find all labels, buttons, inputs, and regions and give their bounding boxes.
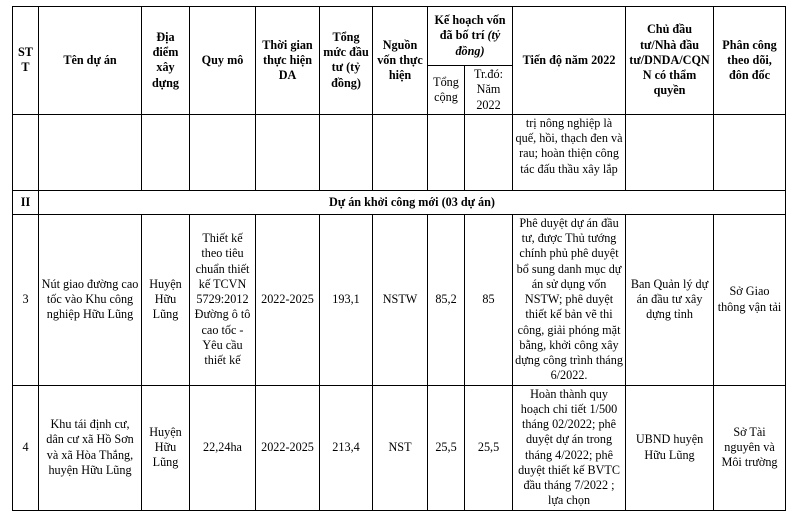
header-scale: Quy mô <box>190 7 256 115</box>
header-assignment: Phân công theo dõi, đôn đốc <box>714 7 786 115</box>
header-total: Tổng cộng <box>428 66 465 115</box>
row-project-name: Khu tái định cư, dân cư xã Hồ Sơn và xã Hòa Thắng, huyện Hữu Lũng <box>39 385 142 510</box>
row-project-name: Nút giao đường cao tốc vào Khu công nghiệp Hữu Lũng <box>39 214 142 385</box>
row-location: Huyện Hữu Lũng <box>142 385 190 510</box>
header-capital-plan <box>428 7 513 66</box>
row-location: Huyện Hữu Lũng <box>142 214 190 385</box>
header-progress: Tiến độ năm 2022 <box>513 7 626 115</box>
row-total-investment: 193,1 <box>320 214 373 385</box>
header-capital-plan-unit: (tỷ đồng) <box>455 28 501 58</box>
section-row <box>13 190 786 214</box>
row-scale: Thiết kế theo tiêu chuẩn thiết kế TCVN 5729:2012 Đường ô tô cao tốc -Yêu cầu thiết kế <box>190 214 256 385</box>
row-assignment: Sở Giao thông vận tải <box>714 214 786 385</box>
row-progress: Phê duyệt dự án đầu tư, được Thủ tướng chính phủ phê duyệt bổ sung danh mục dự án sử dụng vốn NSTW; phê duyệt thiết kế bản vẽ thi công, giải phóng mặt bằng, khởi công xây dựng công trình tháng 6/2022. <box>513 214 626 385</box>
header-year-2022: Tr.đó: Năm 2022 <box>465 66 513 115</box>
project-table <box>12 6 786 511</box>
header-funding-source: Nguồn vốn thực hiện <box>373 7 428 115</box>
header-stt: STT <box>13 7 39 115</box>
row-duration: 2022-2025 <box>256 214 320 385</box>
row-stt: 4 <box>13 385 39 510</box>
row-year-2022: 25,5 <box>465 385 513 510</box>
row-progress: Hoàn thành quy hoạch chi tiết 1/500 tháng 02/2022; phê duyệt dự án trong tháng 4/2022; phê duyệt thiết kế BVTC đầu tháng 7/2022 ; lựa chọn <box>513 385 626 510</box>
row-investor: Ban Quản lý dự án đầu tư xây dựng tỉnh <box>626 214 714 385</box>
row-duration: 2022-2025 <box>256 385 320 510</box>
row-funding-source: NST <box>373 385 428 510</box>
table-row <box>13 214 786 385</box>
section-number: II <box>13 190 39 214</box>
continuation-row <box>13 114 786 190</box>
header-project-name: Tên dự án <box>39 7 142 115</box>
header-location: Địa điểm xây dựng <box>142 7 190 115</box>
header-total-investment: Tổng mức đầu tư (tỷ đồng) <box>320 7 373 115</box>
row-scale: 22,24ha <box>190 385 256 510</box>
header-capital-plan-label: Kế hoạch vốn đã bố trí <box>434 13 506 43</box>
row-total: 25,5 <box>428 385 465 510</box>
row-total-investment: 213,4 <box>320 385 373 510</box>
row-year-2022: 85 <box>465 214 513 385</box>
row-stt: 3 <box>13 214 39 385</box>
table-row <box>13 385 786 510</box>
header-duration: Thời gian thực hiện DA <box>256 7 320 115</box>
header-row <box>13 7 786 66</box>
header-investor: Chủ đầu tư/Nhà đầu tư/DNDA/CQNN có thẩm quyền <box>626 7 714 115</box>
row-assignment: Sở Tài nguyên và Môi trường <box>714 385 786 510</box>
row-total: 85,2 <box>428 214 465 385</box>
row-investor: UBND huyện Hữu Lũng <box>626 385 714 510</box>
row-funding-source: NSTW <box>373 214 428 385</box>
continuation-progress: trị nông nghiệp là quế, hồi, thạch đen và rau; hoàn thiện công tác đấu thầu xây lắp <box>513 114 626 190</box>
section-title: Dự án khởi công mới (03 dự án) <box>39 190 786 214</box>
